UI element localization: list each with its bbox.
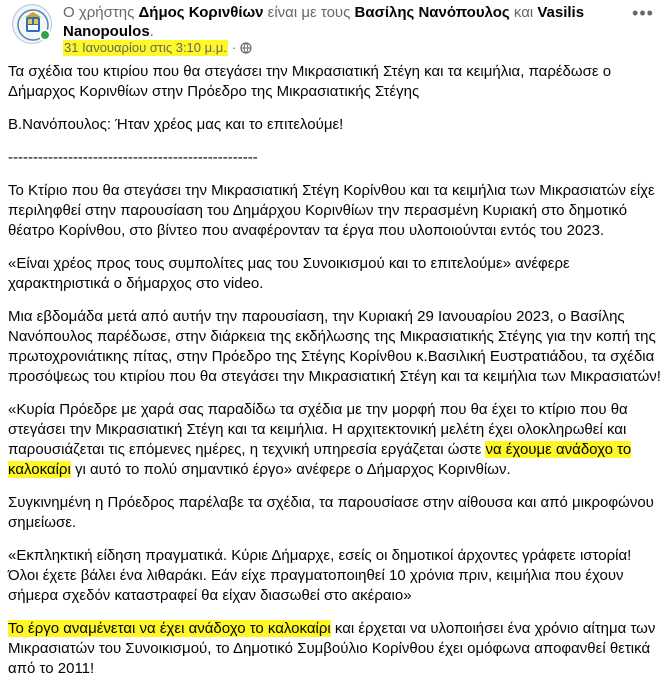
paragraph-7-text-a: «Κυρία Πρόεδρε με χαρά σας παραδίδω τα σχέδια με την μορφή που θα έχει το κτίριο που θα στεγάσει την Μικρασιατική Στέγη και τα κειμήλια. Η αρχιτεκτονική μελέτη έχει ολοκληρωθεί και παρουσιάζεται τις επόμενες ημέρες, η τεχνική υπηρεσία εργάζεται ώστε <box>8 401 628 458</box>
author-prefix: Ο χρήστης <box>63 4 139 21</box>
paragraph-8: Συγκινημένη η Πρόεδρος παρέλαβε τα σχέδια, τα παρουσίασε στην αίθουσα και από μικροφώνου σημείωσε. <box>8 494 654 531</box>
paragraph-9: «Εκπληκτική είδηση πραγματικά. Κύριε Δήμαρχε, εσείς οι δημοτικοί άρχοντες γράφετε ιστορία! Όλοι έχετε βάλει ένα λιθαράκι. Εάν είχε πραγματοποιηθεί 10 χρόνια πριν, κειμήλια που έχουν σήμερα σχεδόν καταστραφεί θα είχαν διασωθεί στο ακέραιο» <box>8 547 632 604</box>
paragraph-4: Το Κτίριο που θα στεγάσει την Μικρασιατική Στέγη Κορίνθου και τα κειμήλια των Μικρασιατών είχε περιληφθεί στην παρουσίαση του Δημάρχου Κορινθίων την περασμένη Κυριακή στο δημοτικό θέατρο Κορίνθου, στο βίντεο που αναφέρονταν τα έργα που υλοποιούνται εντός του 2023. <box>8 182 655 239</box>
page-name-link[interactable]: Δήμος Κορινθίων <box>138 4 264 21</box>
with-text: είναι με τους <box>263 4 355 21</box>
more-options-icon[interactable]: ••• <box>632 3 654 23</box>
paragraph-5: «Είναι χρέος προς τους συμπολίτες μας του Συνοικισμού και το επιτελούμε» ανέφερε χαρακτηριστικά ο δήμαρχος στο video. <box>8 255 570 292</box>
globe-icon[interactable] <box>240 42 252 54</box>
paragraph-10-text: και έρχεται να υλοποιήσει ένα χρόνιο αίτημα των Μικρασιατών του Συνοικισμού, το Δημοτικό Συμβούλιο Κορίνθου έχει ομόφωνα αποφανθεί θετικά από το 2011! <box>8 620 656 677</box>
paragraph-2: Β.Νανόπουλος: Ήταν χρέος μας και το επιτελούμε! <box>8 116 344 133</box>
paragraph-7-highlight: να έχουμε ανάδοχο το καλοκαίρι <box>8 441 632 478</box>
paragraph-10-highlight: Το έργο αναμένεται να έχει ανάδοχο το καλοκαίρι <box>8 620 331 637</box>
separator-line: -------------------------------------------------- <box>8 149 258 166</box>
post-timestamp[interactable]: 31 Ιανουαρίου στις 3:10 μ.μ. <box>64 40 227 55</box>
tagged-person-2-link[interactable]: Vasilis Nanopoulos <box>63 4 585 40</box>
post-meta <box>63 40 252 56</box>
paragraph-7-text-b: γι αυτό το πολύ σημαντικό έργο» ανέφερε ο Δήμαρχος Κορινθίων. <box>70 461 511 478</box>
paragraph-7 <box>8 400 664 480</box>
paragraph-1: Τα σχέδια του κτιρίου που θα στεγάσει την Μικρασιατική Στέγη και τα κειμήλια, παρέδωσε ο Δήμαρχος Κορινθίων στην Πρόεδρο της Μικρασιατικής Στέγης <box>8 63 612 100</box>
meta-separator: · <box>231 40 237 55</box>
post-header <box>0 0 670 58</box>
period-text: . <box>149 23 154 40</box>
and-text: και <box>509 4 538 21</box>
online-status-dot <box>39 29 51 41</box>
post-author-line <box>63 3 623 41</box>
tagged-person-1-link[interactable]: Βασίλης Νανόπουλος <box>354 4 510 21</box>
post-body <box>8 62 664 692</box>
paragraph-6: Μια εβδομάδα μετά από αυτήν την παρουσίαση, την Κυριακή 29 Ιανουαρίου 2023, ο Βασίλης Νανόπουλος παρέδωσε, στην διάρκεια της εκδήλωσης της Μικρασιατικής Στέγης για την κοπή της πρωτοχρονιάτικης πίτας, στην Πρόεδρο της Στέγης Κορίνθου κ.Βασιλική Ευστρατιάδου, τα σχέδια προσόψεως του κτιρίου που θα στεγάσει την Μικρασιατική Στέγη και τα κειμήλια των Μικρασιατών! <box>8 308 661 385</box>
paragraph-10 <box>8 619 664 679</box>
